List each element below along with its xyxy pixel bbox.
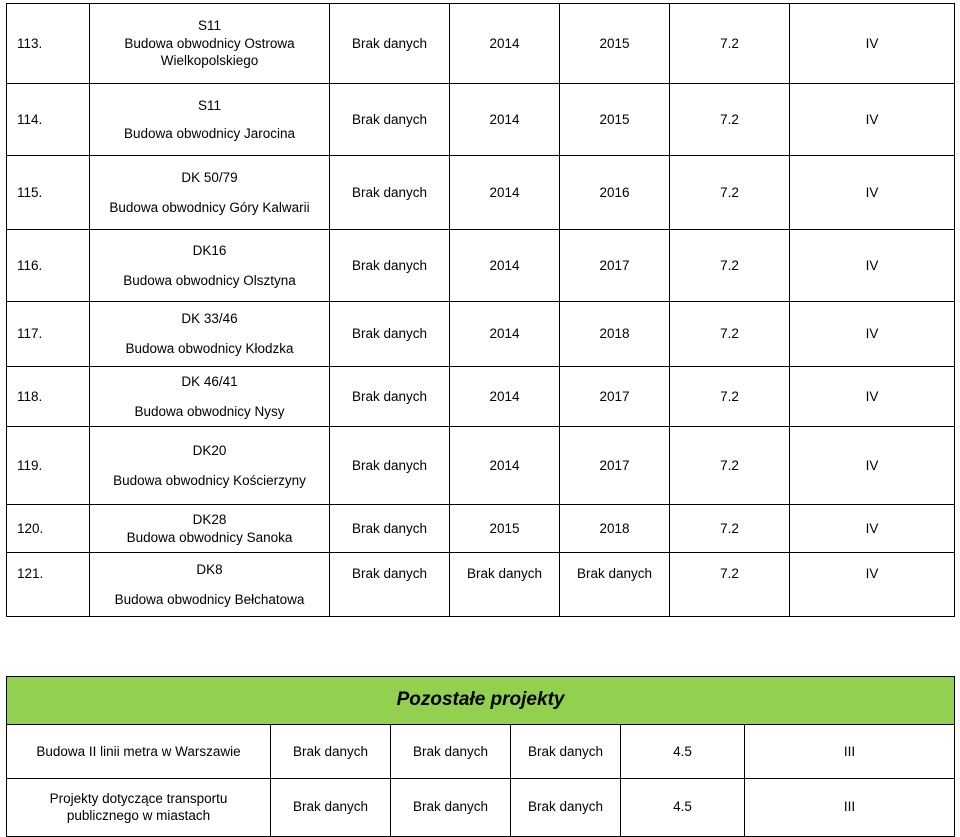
priority-cell: IV (790, 84, 955, 156)
priority-cell: III (745, 779, 955, 837)
end-year-cell: Brak danych (511, 725, 621, 779)
project-name-cell (90, 367, 330, 427)
road-code: DK8 (196, 561, 223, 577)
start-year-cell: 2014 (450, 230, 560, 302)
end-year-cell: Brak danych (511, 779, 621, 837)
end-year-cell: 2015 (560, 84, 670, 156)
table-row (7, 725, 955, 779)
table-row (7, 156, 955, 230)
end-year-cell: Brak danych (560, 553, 670, 617)
row-number: 115. (7, 156, 90, 230)
measure-cell: 7.2 (670, 505, 790, 553)
priority-cell: IV (790, 553, 955, 617)
priority-cell: IV (790, 367, 955, 427)
project-name-cell (90, 553, 330, 617)
project-name-cell (90, 505, 330, 553)
table-row (7, 367, 955, 427)
road-code: DK 33/46 (181, 311, 238, 327)
cost-cell: Brak danych (271, 725, 391, 779)
road-code: S11 (197, 97, 222, 113)
project-name-cell: Projekty dotyczące transportu publicznego w miastach (7, 779, 271, 837)
measure-cell: 7.2 (670, 367, 790, 427)
priority-cell: IV (790, 427, 955, 505)
end-year-cell: 2018 (560, 302, 670, 367)
project-name-cell (90, 302, 330, 367)
cost-cell: Brak danych (330, 84, 450, 156)
table-row (7, 4, 955, 84)
row-number: 120. (7, 505, 90, 553)
row-number: 116. (7, 230, 90, 302)
start-year-cell: 2014 (450, 427, 560, 505)
project-description: Budowa obwodnicy Ostrowa Wielkopolskiego (124, 35, 295, 69)
priority-cell: IV (790, 302, 955, 367)
project-description: Budowa obwodnicy Kościerzyny (113, 472, 306, 488)
start-year-cell: 2014 (450, 4, 560, 84)
start-year-cell: Brak danych (391, 725, 511, 779)
table-row (7, 553, 955, 617)
measure-cell: 7.2 (670, 553, 790, 617)
measure-cell: 7.2 (670, 84, 790, 156)
start-year-cell: 2014 (450, 156, 560, 230)
road-code: DK 46/41 (181, 373, 238, 389)
measure-cell: 7.2 (670, 427, 790, 505)
end-year-cell: 2018 (560, 505, 670, 553)
road-code: DK 50/79 (181, 169, 238, 185)
cost-cell: Brak danych (330, 230, 450, 302)
priority-cell: IV (790, 230, 955, 302)
start-year-cell: 2014 (450, 302, 560, 367)
section-header: Pozostałe projekty (396, 689, 565, 711)
cost-cell: Brak danych (330, 427, 450, 505)
table-row (7, 427, 955, 505)
table-row (7, 230, 955, 302)
other-projects-table (6, 676, 955, 837)
project-description: Budowa obwodnicy Jarocina (123, 125, 296, 141)
measure-cell: 7.2 (670, 4, 790, 84)
start-year-cell: Brak danych (450, 553, 560, 617)
project-description: Budowa obwodnicy Olsztyna (123, 272, 296, 288)
row-number: 119. (7, 427, 90, 505)
section-header-row (7, 677, 955, 725)
row-number: 121. (7, 553, 90, 617)
project-name-cell: Budowa II linii metra w Warszawie (7, 725, 271, 779)
project-description: Budowa obwodnicy Nysy (134, 403, 285, 419)
projects-table (6, 3, 955, 617)
road-code: DK28 (192, 511, 227, 527)
road-code: S11 (197, 18, 222, 34)
row-number: 114. (7, 84, 90, 156)
row-number: 117. (7, 302, 90, 367)
priority-cell: IV (790, 156, 955, 230)
end-year-cell: 2017 (560, 367, 670, 427)
project-description: Budowa obwodnicy Sanoka (126, 529, 293, 545)
project-name-cell (90, 230, 330, 302)
cost-cell: Brak danych (271, 779, 391, 837)
measure-cell: 7.2 (670, 302, 790, 367)
end-year-cell: 2015 (560, 4, 670, 84)
project-name-cell (90, 4, 330, 84)
start-year-cell: Brak danych (391, 779, 511, 837)
cost-cell: Brak danych (330, 553, 450, 617)
project-description: Budowa obwodnicy Kłodzka (125, 341, 294, 356)
cost-cell: Brak danych (330, 4, 450, 84)
end-year-cell: 2017 (560, 230, 670, 302)
row-number: 113. (7, 4, 90, 84)
priority-cell: III (745, 725, 955, 779)
start-year-cell: 2014 (450, 84, 560, 156)
measure-cell: 7.2 (670, 156, 790, 230)
project-description: Budowa obwodnicy Bełchatowa (114, 591, 305, 607)
project-name-cell (90, 427, 330, 505)
measure-cell: 4.5 (621, 779, 745, 837)
cost-cell: Brak danych (330, 505, 450, 553)
row-number: 118. (7, 367, 90, 427)
road-code: DK20 (192, 442, 227, 458)
project-description: Budowa obwodnicy Góry Kalwarii (109, 199, 310, 215)
priority-cell: IV (790, 505, 955, 553)
cost-cell: Brak danych (330, 156, 450, 230)
road-code: DK16 (192, 242, 227, 258)
project-name-cell (90, 156, 330, 230)
priority-cell: IV (790, 4, 955, 84)
start-year-cell: 2014 (450, 367, 560, 427)
cost-cell: Brak danych (330, 302, 450, 367)
end-year-cell: 2016 (560, 156, 670, 230)
cost-cell: Brak danych (330, 367, 450, 427)
table-row (7, 505, 955, 553)
table-row (7, 84, 955, 156)
measure-cell: 4.5 (621, 725, 745, 779)
section-header-cell (7, 677, 955, 725)
end-year-cell: 2017 (560, 427, 670, 505)
project-name-cell (90, 84, 330, 156)
table-row (7, 302, 955, 367)
table-row (7, 779, 955, 837)
start-year-cell: 2015 (450, 505, 560, 553)
measure-cell: 7.2 (670, 230, 790, 302)
